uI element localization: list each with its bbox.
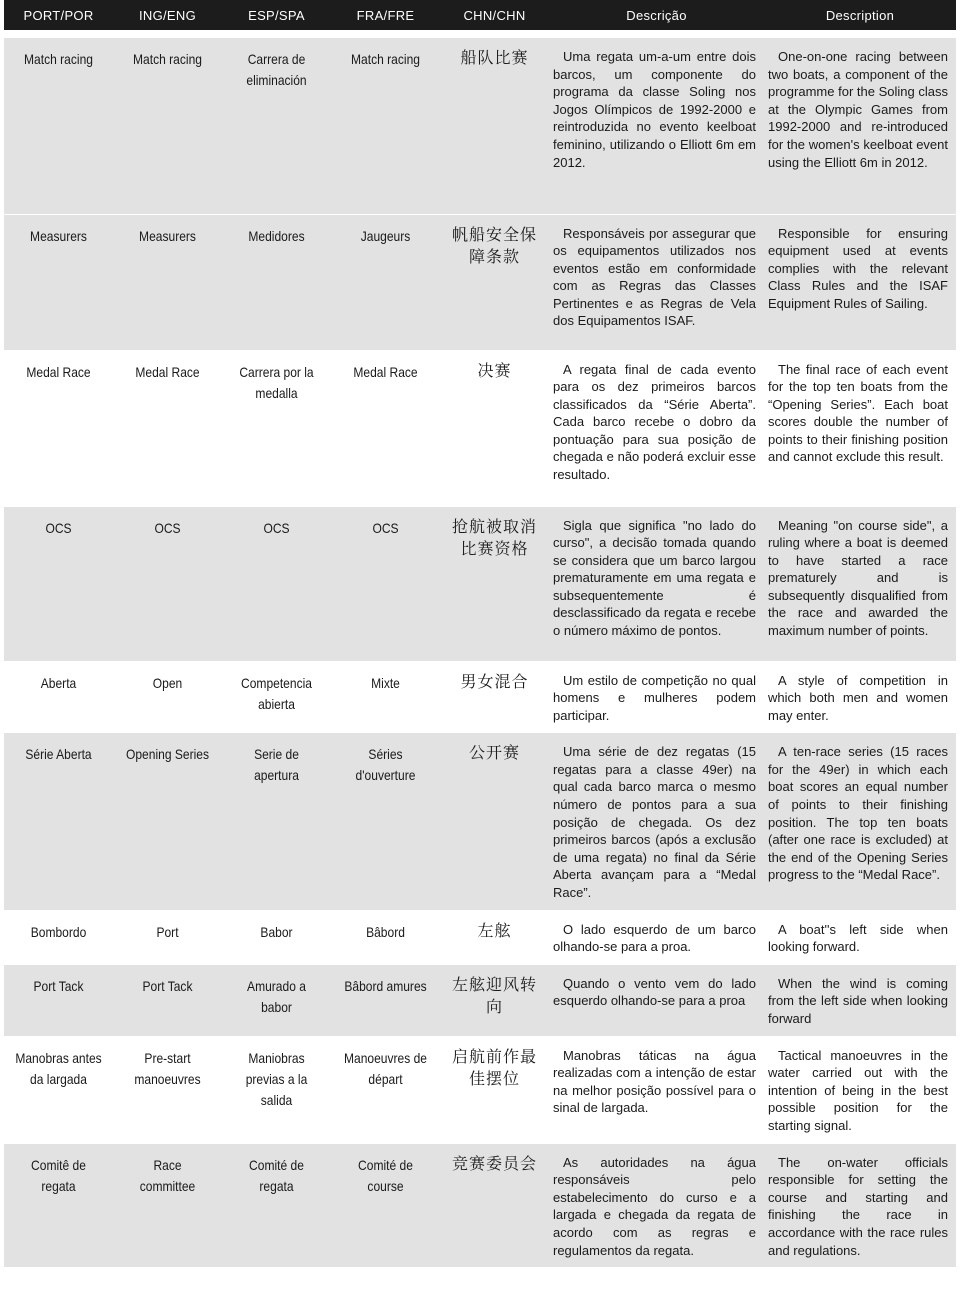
term-chn: 男女混合 (460, 671, 529, 691)
table-row (4, 964, 956, 1036)
header-desc-en: Description (764, 0, 956, 30)
term-spa: Competencia abierta (241, 674, 312, 712)
term-chn: 决赛 (477, 360, 512, 380)
term-spa: Babor (260, 923, 293, 940)
header-eng: ING/ENG (113, 0, 222, 30)
table-row (4, 910, 956, 964)
description-pt: Uma regata um-a-um entre dois barcos, um componente do programa da classe Soling nos Jogos Olímpicos de 1992-2000 e reintroduzida no evento keelboat feminino, utilizando o Elliott 6m em 2012. (553, 49, 756, 170)
term-port: OCS (45, 519, 72, 536)
term-spa: Carrera de eliminación (246, 51, 307, 88)
term-chn: 船队比赛 (460, 48, 529, 67)
table-header (4, 0, 956, 30)
description-en: The on-water officials responsible for setting the course and starting and finishing the race in accordance with the race rules and regulations. (768, 1154, 948, 1258)
term-fre: Comité de course (358, 1156, 413, 1194)
term-spa: Maniobras previas a la salida (245, 1049, 308, 1108)
description-en: When the wind is coming from the left side when looking forward (768, 975, 948, 1026)
term-chn: 帆船安全保障条款 (451, 224, 537, 266)
description-en: One-on-one racing between two boats, a component of the programme for the Soling class at the Olympic Games from 1992-2000 and re-introduced for the women's keelboat event using the Elliott 6m in 2012. (768, 49, 948, 170)
description-pt: A regata final de cada evento para os dez primeiros barcos classificados da “Série Aberta”. Cada barco recebe o dobro da pontuação para sua posição de chegada e não poderá excluir esse resultado. (553, 361, 756, 483)
term-eng: OCS (154, 519, 181, 536)
term-chn: 启航前作最佳摆位 (451, 1046, 537, 1088)
term-spa: Amurado a babor (247, 977, 306, 1015)
term-port: Manobras antes da largada (15, 1049, 102, 1087)
term-port: Bombordo (30, 923, 87, 940)
term-fre: OCS (372, 519, 399, 536)
term-eng: Race committee (139, 1156, 196, 1194)
term-eng: Match racing (133, 51, 202, 67)
term-eng: Opening Series (125, 746, 209, 763)
description-en: A style of competition in which both men and women may enter. (768, 672, 948, 723)
description-pt: Sigla que significa "no lado do curso", a decisão tomada quando se considera que um barco largou prematuramente em uma regata e subsequentemente é desclassificado da regata e recebe o número máximo de pontos. (553, 517, 756, 639)
term-chn: 左舷迎风转向 (451, 974, 537, 1016)
table-row (4, 1143, 956, 1268)
term-eng: Port Tack (142, 977, 193, 994)
term-chn: 左舷 (477, 920, 512, 940)
term-fre: Bâbord (366, 923, 405, 940)
description-pt: O lado esquerdo de um barco olhando-se para a proa. (553, 921, 756, 955)
description-pt: Responsáveis por assegurar que os equipamentos utilizados nos eventos estão em conformidade com as Regras das Classes Pertinentes e as Regras de Vela dos Equipamentos ISAF. (553, 225, 756, 329)
description-en: The final race of each event for the top ten boats from the “Opening Series”. Each boat scores double the number of points to their finishing position and cannot exclude this result. (768, 361, 948, 465)
term-eng: Open (152, 674, 183, 691)
term-port: Measurers (30, 227, 87, 244)
term-chn: 竞赛委员会 (451, 1153, 537, 1173)
term-port: Série Aberta (25, 746, 92, 763)
term-fre: Manoeuvres de départ (343, 1049, 427, 1087)
term-chn: 抢航被取消比赛资格 (451, 516, 537, 558)
term-port: Medal Race (26, 363, 91, 380)
term-eng: Measurers (139, 227, 196, 244)
term-spa: OCS (263, 519, 290, 536)
description-pt: Uma série de dez regatas (15 regatas para a classe 49er) na qual cada barco marca o mesmo número de pontos para a sua posição de chegada. Os dez primeiros barcos (após a exclusão de uma regata) no final da Série Aberta avançam para a “Medal Race”. (553, 744, 756, 901)
header-desc-pt: Descrição (549, 0, 764, 30)
table-row (4, 38, 956, 214)
term-fre: Medal Race (353, 363, 418, 380)
term-eng: Port (156, 923, 179, 940)
term-eng: Pre-start manoeuvres (134, 1049, 201, 1087)
description-en: Responsible for ensuring equipment used at events complies with the relevant Class Rules and the ISAF Equipment Rules of Sailing. (768, 225, 948, 311)
term-port: Aberta (40, 674, 77, 691)
term-port: Port Tack (33, 977, 84, 994)
table-row (4, 506, 956, 661)
term-fre: Jaugeurs (360, 227, 411, 244)
term-fre: Séries d'ouverture (355, 746, 416, 784)
term-fre: Match racing (351, 51, 420, 67)
table-row (4, 733, 956, 910)
term-port: Comitê de regata (31, 1156, 86, 1194)
term-eng: Medal Race (135, 363, 200, 380)
description-pt: As autoridades na água responsáveis pelo estabelecimento do curso e a largada e chegada da regata de acordo com as regras e regulamentos da regata. (553, 1154, 756, 1258)
table-row (4, 350, 956, 506)
term-fre: Mixte (371, 674, 400, 691)
glossary-table (4, 0, 956, 1268)
header-port: PORT/POR (4, 0, 113, 30)
term-spa: Comité de regata (249, 1156, 304, 1194)
table-row (4, 661, 956, 733)
description-en: Tactical manoeuvres in the water carried out with the intention of being in the best possible position for the starting signal. (768, 1047, 948, 1133)
term-spa: Medidores (248, 227, 305, 244)
description-pt: Quando o vento vem do lado esquerdo olhando-se para a proa (553, 975, 756, 1009)
description-en: A boat''s left side when looking forward. (768, 921, 948, 955)
description-pt: Manobras táticas na água realizadas com a intenção de estar na melhor posição possível para o sinal de largada. (553, 1047, 756, 1116)
description-en: A ten-race series (15 races for the 49er) in which each boat scores an equal number of points to their finishing position. The top ten boats (after one race is excluded) at the end of the Opening Series progress to the “Medal Race”. (768, 744, 948, 883)
term-chn: 公开赛 (468, 743, 520, 763)
table-row (4, 214, 956, 350)
description-pt: Um estilo de competição no qual homens e mulheres podem participar. (553, 672, 756, 723)
header-fre: FRA/FRE (331, 0, 440, 30)
term-fre: Bâbord amures (344, 977, 427, 994)
table-row (4, 1036, 956, 1143)
description-en: Meaning "on course side", a ruling where a boat is deemed to have started a race prematurely and is subsequently disqualified from the race and awarded the maximum number of points. (768, 517, 948, 639)
term-spa: Serie de apertura (254, 746, 299, 784)
header-spa: ESP/SPA (222, 0, 331, 30)
term-spa: Carrera por la medalla (239, 363, 314, 401)
term-port: Match racing (24, 51, 93, 67)
header-chn: CHN/CHN (440, 0, 549, 30)
